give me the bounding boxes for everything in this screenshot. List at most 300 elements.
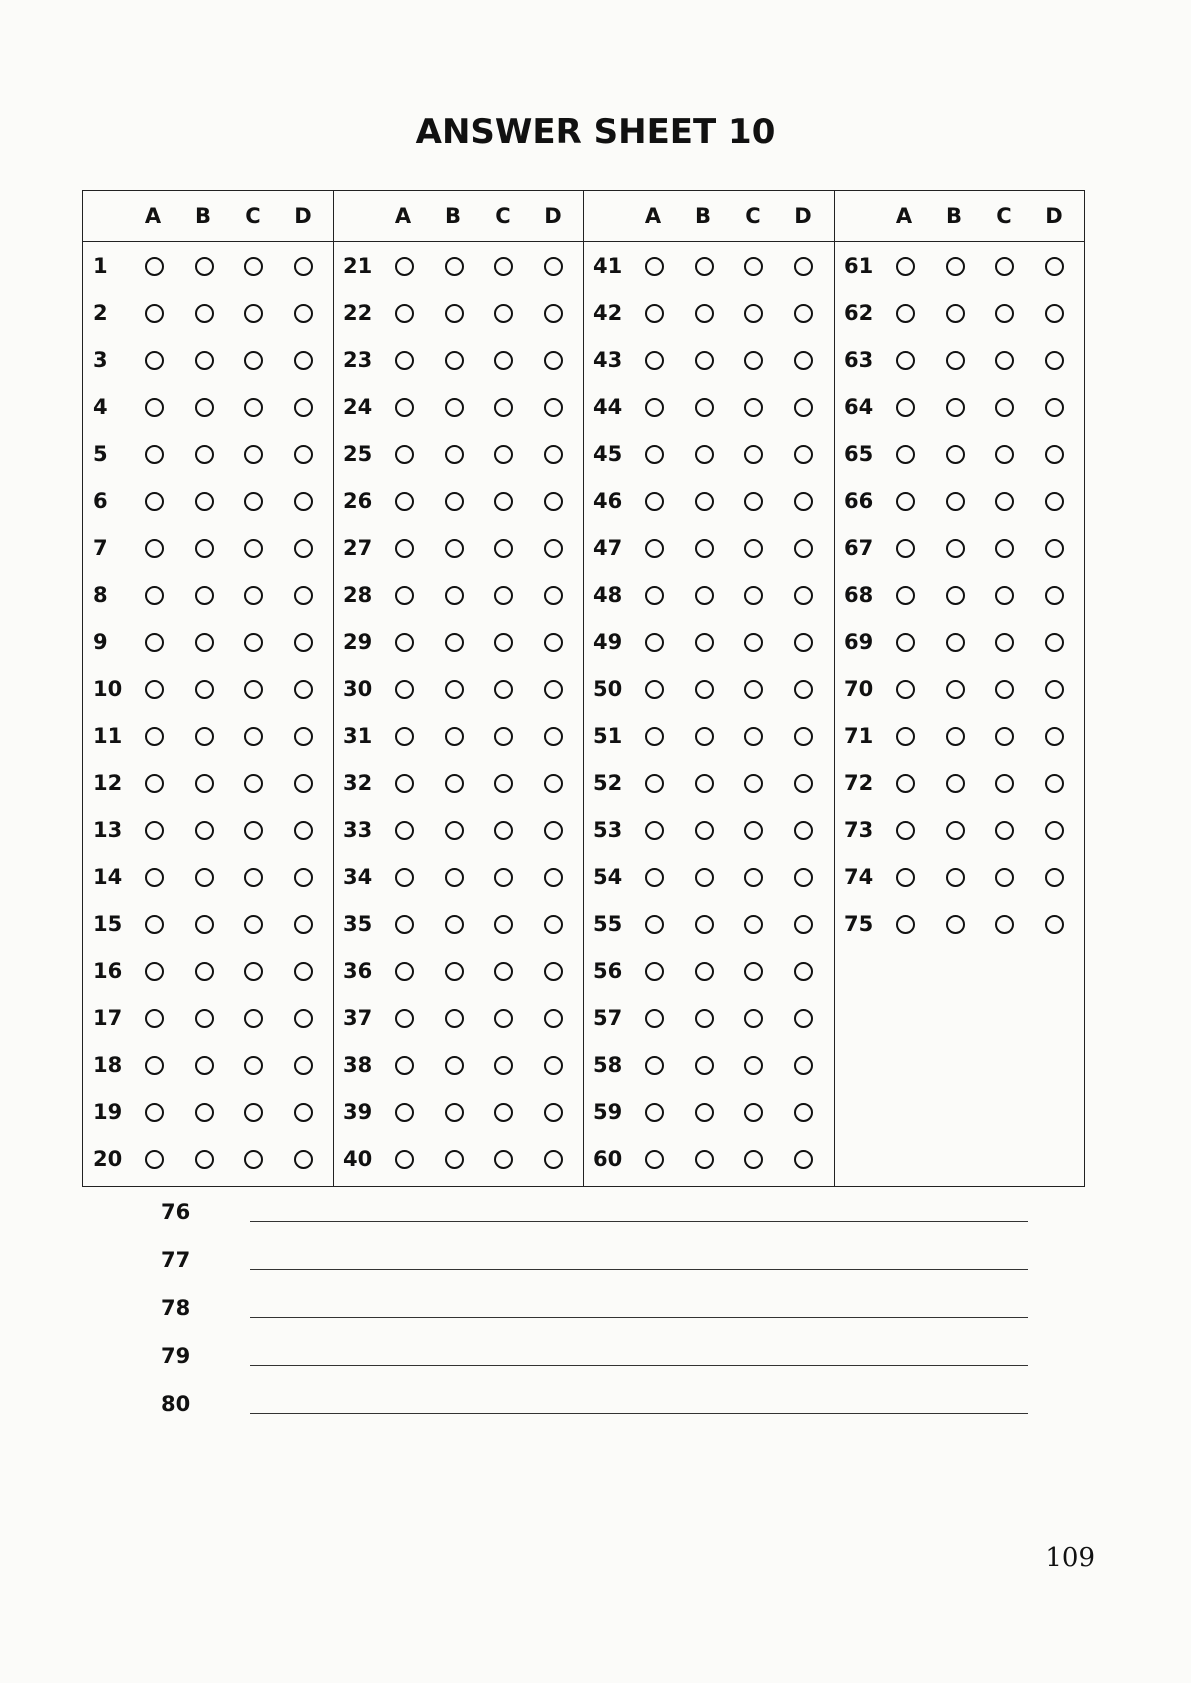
answer-bubble-b[interactable]: [946, 680, 965, 699]
answer-bubble-a[interactable]: [645, 492, 664, 511]
answer-bubble-c[interactable]: [744, 774, 763, 793]
answer-bubble-c[interactable]: [744, 868, 763, 887]
answer-bubble-d[interactable]: [294, 633, 313, 652]
answer-bubble-b[interactable]: [195, 962, 214, 981]
answer-bubble-d[interactable]: [1045, 680, 1064, 699]
answer-bubble-d[interactable]: [1045, 398, 1064, 417]
answer-bubble-a[interactable]: [645, 680, 664, 699]
answer-bubble-c[interactable]: [244, 492, 263, 511]
answer-bubble-c[interactable]: [995, 915, 1014, 934]
answer-bubble-a[interactable]: [145, 1150, 164, 1169]
answer-bubble-d[interactable]: [794, 304, 813, 323]
answer-bubble-c[interactable]: [494, 398, 513, 417]
answer-bubble-d[interactable]: [294, 445, 313, 464]
answer-bubble-d[interactable]: [1045, 633, 1064, 652]
answer-bubble-b[interactable]: [195, 351, 214, 370]
answer-bubble-b[interactable]: [946, 774, 965, 793]
answer-bubble-a[interactable]: [395, 727, 414, 746]
answer-bubble-c[interactable]: [244, 445, 263, 464]
answer-bubble-a[interactable]: [645, 1150, 664, 1169]
answer-bubble-a[interactable]: [145, 821, 164, 840]
answer-bubble-c[interactable]: [744, 257, 763, 276]
answer-bubble-b[interactable]: [195, 445, 214, 464]
answer-bubble-a[interactable]: [896, 680, 915, 699]
answer-bubble-a[interactable]: [896, 539, 915, 558]
answer-bubble-a[interactable]: [145, 727, 164, 746]
answer-bubble-d[interactable]: [294, 1056, 313, 1075]
answer-bubble-d[interactable]: [1045, 586, 1064, 605]
answer-bubble-b[interactable]: [695, 821, 714, 840]
answer-bubble-a[interactable]: [645, 586, 664, 605]
answer-bubble-b[interactable]: [946, 492, 965, 511]
answer-bubble-c[interactable]: [494, 351, 513, 370]
answer-bubble-a[interactable]: [145, 680, 164, 699]
answer-bubble-d[interactable]: [1045, 539, 1064, 558]
answer-bubble-b[interactable]: [445, 915, 464, 934]
answer-bubble-c[interactable]: [244, 539, 263, 558]
answer-bubble-d[interactable]: [294, 492, 313, 511]
answer-bubble-c[interactable]: [494, 1056, 513, 1075]
answer-bubble-c[interactable]: [244, 915, 263, 934]
answer-bubble-b[interactable]: [946, 915, 965, 934]
answer-bubble-d[interactable]: [1045, 821, 1064, 840]
answer-bubble-a[interactable]: [896, 633, 915, 652]
answer-bubble-c[interactable]: [494, 774, 513, 793]
answer-bubble-a[interactable]: [896, 774, 915, 793]
answer-bubble-d[interactable]: [794, 774, 813, 793]
answer-bubble-b[interactable]: [946, 868, 965, 887]
answer-bubble-a[interactable]: [645, 445, 664, 464]
answer-bubble-d[interactable]: [794, 1103, 813, 1122]
answer-bubble-a[interactable]: [395, 962, 414, 981]
answer-bubble-a[interactable]: [896, 492, 915, 511]
answer-bubble-b[interactable]: [695, 1009, 714, 1028]
answer-bubble-d[interactable]: [544, 445, 563, 464]
answer-bubble-a[interactable]: [645, 633, 664, 652]
answer-bubble-d[interactable]: [544, 539, 563, 558]
answer-bubble-d[interactable]: [294, 1009, 313, 1028]
answer-bubble-c[interactable]: [744, 1103, 763, 1122]
answer-bubble-a[interactable]: [645, 868, 664, 887]
answer-bubble-c[interactable]: [744, 1150, 763, 1169]
answer-bubble-d[interactable]: [544, 962, 563, 981]
answer-bubble-d[interactable]: [794, 539, 813, 558]
answer-bubble-d[interactable]: [294, 1103, 313, 1122]
answer-bubble-c[interactable]: [244, 586, 263, 605]
answer-bubble-a[interactable]: [645, 727, 664, 746]
answer-bubble-b[interactable]: [445, 1103, 464, 1122]
answer-bubble-d[interactable]: [794, 821, 813, 840]
answer-bubble-b[interactable]: [195, 1056, 214, 1075]
answer-bubble-c[interactable]: [244, 351, 263, 370]
answer-bubble-a[interactable]: [395, 868, 414, 887]
answer-bubble-a[interactable]: [145, 304, 164, 323]
answer-bubble-b[interactable]: [946, 351, 965, 370]
answer-bubble-b[interactable]: [445, 586, 464, 605]
answer-bubble-b[interactable]: [445, 1056, 464, 1075]
answer-bubble-b[interactable]: [946, 445, 965, 464]
answer-bubble-a[interactable]: [395, 774, 414, 793]
answer-bubble-d[interactable]: [544, 304, 563, 323]
answer-bubble-b[interactable]: [445, 633, 464, 652]
answer-bubble-c[interactable]: [744, 304, 763, 323]
answer-bubble-a[interactable]: [395, 539, 414, 558]
answer-bubble-d[interactable]: [544, 633, 563, 652]
answer-bubble-a[interactable]: [645, 774, 664, 793]
answer-bubble-d[interactable]: [544, 727, 563, 746]
answer-bubble-b[interactable]: [195, 680, 214, 699]
answer-bubble-d[interactable]: [1045, 304, 1064, 323]
answer-bubble-b[interactable]: [195, 727, 214, 746]
answer-bubble-a[interactable]: [896, 821, 915, 840]
answer-bubble-b[interactable]: [946, 398, 965, 417]
answer-bubble-d[interactable]: [294, 398, 313, 417]
answer-bubble-c[interactable]: [244, 398, 263, 417]
answer-bubble-c[interactable]: [494, 1150, 513, 1169]
answer-bubble-d[interactable]: [544, 351, 563, 370]
answer-bubble-c[interactable]: [244, 257, 263, 276]
answer-bubble-c[interactable]: [744, 1009, 763, 1028]
answer-bubble-b[interactable]: [695, 445, 714, 464]
answer-bubble-c[interactable]: [744, 445, 763, 464]
answer-bubble-c[interactable]: [494, 1009, 513, 1028]
answer-bubble-c[interactable]: [244, 304, 263, 323]
answer-bubble-c[interactable]: [744, 727, 763, 746]
answer-bubble-c[interactable]: [494, 304, 513, 323]
answer-bubble-c[interactable]: [494, 492, 513, 511]
answer-bubble-d[interactable]: [544, 680, 563, 699]
answer-bubble-b[interactable]: [695, 1056, 714, 1075]
answer-bubble-d[interactable]: [794, 633, 813, 652]
answer-bubble-b[interactable]: [695, 633, 714, 652]
answer-bubble-b[interactable]: [695, 257, 714, 276]
answer-bubble-d[interactable]: [794, 398, 813, 417]
answer-bubble-b[interactable]: [946, 257, 965, 276]
answer-bubble-c[interactable]: [744, 398, 763, 417]
answer-bubble-c[interactable]: [494, 868, 513, 887]
answer-bubble-a[interactable]: [645, 821, 664, 840]
answer-bubble-a[interactable]: [395, 633, 414, 652]
answer-bubble-a[interactable]: [395, 1150, 414, 1169]
answer-bubble-d[interactable]: [544, 257, 563, 276]
answer-bubble-c[interactable]: [494, 539, 513, 558]
answer-bubble-b[interactable]: [445, 962, 464, 981]
answer-bubble-d[interactable]: [1045, 868, 1064, 887]
answer-bubble-d[interactable]: [794, 727, 813, 746]
answer-bubble-d[interactable]: [294, 680, 313, 699]
answer-line[interactable]: [250, 1317, 1028, 1318]
answer-bubble-b[interactable]: [695, 1103, 714, 1122]
answer-bubble-b[interactable]: [695, 492, 714, 511]
answer-bubble-b[interactable]: [195, 774, 214, 793]
answer-bubble-c[interactable]: [494, 257, 513, 276]
answer-bubble-b[interactable]: [445, 304, 464, 323]
answer-bubble-a[interactable]: [395, 1056, 414, 1075]
answer-bubble-b[interactable]: [946, 539, 965, 558]
answer-bubble-a[interactable]: [645, 398, 664, 417]
answer-bubble-a[interactable]: [395, 398, 414, 417]
answer-bubble-a[interactable]: [145, 1009, 164, 1028]
answer-bubble-c[interactable]: [494, 680, 513, 699]
answer-bubble-a[interactable]: [896, 304, 915, 323]
answer-bubble-a[interactable]: [896, 257, 915, 276]
answer-bubble-a[interactable]: [395, 821, 414, 840]
answer-bubble-c[interactable]: [995, 445, 1014, 464]
answer-bubble-a[interactable]: [395, 1009, 414, 1028]
answer-bubble-b[interactable]: [695, 915, 714, 934]
answer-bubble-b[interactable]: [445, 398, 464, 417]
answer-bubble-a[interactable]: [395, 445, 414, 464]
answer-bubble-d[interactable]: [794, 1009, 813, 1028]
answer-bubble-a[interactable]: [395, 586, 414, 605]
answer-bubble-a[interactable]: [645, 351, 664, 370]
answer-bubble-a[interactable]: [145, 351, 164, 370]
answer-bubble-b[interactable]: [695, 774, 714, 793]
answer-bubble-c[interactable]: [494, 962, 513, 981]
answer-bubble-d[interactable]: [544, 774, 563, 793]
answer-bubble-b[interactable]: [195, 539, 214, 558]
answer-bubble-b[interactable]: [695, 398, 714, 417]
answer-bubble-d[interactable]: [544, 586, 563, 605]
answer-bubble-a[interactable]: [645, 1009, 664, 1028]
answer-bubble-b[interactable]: [445, 868, 464, 887]
answer-bubble-b[interactable]: [445, 727, 464, 746]
answer-bubble-a[interactable]: [395, 1103, 414, 1122]
answer-bubble-c[interactable]: [995, 774, 1014, 793]
answer-bubble-b[interactable]: [445, 351, 464, 370]
answer-bubble-c[interactable]: [995, 492, 1014, 511]
answer-bubble-d[interactable]: [544, 1103, 563, 1122]
answer-bubble-b[interactable]: [195, 586, 214, 605]
answer-bubble-d[interactable]: [294, 774, 313, 793]
answer-bubble-c[interactable]: [995, 821, 1014, 840]
answer-bubble-b[interactable]: [445, 257, 464, 276]
answer-bubble-c[interactable]: [995, 680, 1014, 699]
answer-bubble-b[interactable]: [445, 445, 464, 464]
answer-bubble-b[interactable]: [195, 304, 214, 323]
answer-bubble-d[interactable]: [1045, 774, 1064, 793]
answer-bubble-a[interactable]: [145, 633, 164, 652]
answer-bubble-a[interactable]: [395, 492, 414, 511]
answer-bubble-a[interactable]: [645, 1103, 664, 1122]
answer-bubble-c[interactable]: [244, 868, 263, 887]
answer-bubble-d[interactable]: [294, 868, 313, 887]
answer-bubble-c[interactable]: [995, 539, 1014, 558]
answer-bubble-b[interactable]: [695, 868, 714, 887]
answer-bubble-c[interactable]: [494, 821, 513, 840]
answer-bubble-b[interactable]: [195, 1150, 214, 1169]
answer-bubble-d[interactable]: [294, 351, 313, 370]
answer-bubble-c[interactable]: [744, 539, 763, 558]
answer-bubble-b[interactable]: [695, 1150, 714, 1169]
answer-bubble-b[interactable]: [195, 821, 214, 840]
answer-bubble-d[interactable]: [294, 304, 313, 323]
answer-bubble-c[interactable]: [744, 962, 763, 981]
answer-line[interactable]: [250, 1365, 1028, 1366]
answer-bubble-c[interactable]: [744, 915, 763, 934]
answer-bubble-a[interactable]: [145, 398, 164, 417]
answer-bubble-b[interactable]: [445, 680, 464, 699]
answer-bubble-d[interactable]: [794, 868, 813, 887]
answer-line[interactable]: [250, 1413, 1028, 1414]
answer-bubble-a[interactable]: [896, 586, 915, 605]
answer-bubble-d[interactable]: [544, 821, 563, 840]
answer-bubble-c[interactable]: [244, 633, 263, 652]
answer-bubble-c[interactable]: [244, 1150, 263, 1169]
answer-bubble-a[interactable]: [145, 257, 164, 276]
answer-bubble-d[interactable]: [794, 915, 813, 934]
answer-bubble-a[interactable]: [645, 257, 664, 276]
answer-bubble-b[interactable]: [195, 257, 214, 276]
answer-bubble-c[interactable]: [744, 492, 763, 511]
answer-bubble-c[interactable]: [995, 586, 1014, 605]
answer-bubble-b[interactable]: [195, 868, 214, 887]
answer-bubble-a[interactable]: [896, 727, 915, 746]
answer-bubble-a[interactable]: [395, 915, 414, 934]
answer-bubble-a[interactable]: [896, 915, 915, 934]
answer-bubble-d[interactable]: [294, 257, 313, 276]
answer-bubble-d[interactable]: [294, 1150, 313, 1169]
answer-bubble-c[interactable]: [494, 1103, 513, 1122]
answer-bubble-d[interactable]: [294, 915, 313, 934]
answer-bubble-a[interactable]: [645, 1056, 664, 1075]
answer-bubble-c[interactable]: [995, 727, 1014, 746]
answer-bubble-a[interactable]: [145, 445, 164, 464]
answer-bubble-d[interactable]: [1045, 445, 1064, 464]
answer-bubble-d[interactable]: [544, 1009, 563, 1028]
answer-bubble-a[interactable]: [896, 868, 915, 887]
answer-bubble-a[interactable]: [896, 445, 915, 464]
answer-bubble-b[interactable]: [195, 398, 214, 417]
answer-bubble-a[interactable]: [395, 680, 414, 699]
answer-bubble-b[interactable]: [946, 586, 965, 605]
answer-bubble-a[interactable]: [145, 492, 164, 511]
answer-bubble-a[interactable]: [395, 304, 414, 323]
answer-bubble-c[interactable]: [744, 351, 763, 370]
answer-bubble-d[interactable]: [544, 868, 563, 887]
answer-bubble-d[interactable]: [794, 257, 813, 276]
answer-bubble-d[interactable]: [1045, 492, 1064, 511]
answer-bubble-c[interactable]: [244, 962, 263, 981]
answer-bubble-c[interactable]: [244, 727, 263, 746]
answer-bubble-d[interactable]: [1045, 351, 1064, 370]
answer-bubble-b[interactable]: [195, 1103, 214, 1122]
answer-bubble-b[interactable]: [445, 821, 464, 840]
answer-bubble-c[interactable]: [494, 586, 513, 605]
answer-bubble-c[interactable]: [995, 257, 1014, 276]
answer-bubble-b[interactable]: [695, 680, 714, 699]
answer-bubble-d[interactable]: [294, 539, 313, 558]
answer-bubble-b[interactable]: [445, 1009, 464, 1028]
answer-bubble-a[interactable]: [896, 398, 915, 417]
answer-bubble-d[interactable]: [794, 586, 813, 605]
answer-bubble-d[interactable]: [1045, 915, 1064, 934]
answer-bubble-a[interactable]: [145, 962, 164, 981]
answer-bubble-d[interactable]: [794, 492, 813, 511]
answer-bubble-d[interactable]: [1045, 257, 1064, 276]
answer-bubble-d[interactable]: [294, 727, 313, 746]
answer-bubble-c[interactable]: [244, 1056, 263, 1075]
answer-bubble-b[interactable]: [946, 304, 965, 323]
answer-bubble-c[interactable]: [995, 351, 1014, 370]
answer-bubble-c[interactable]: [244, 1009, 263, 1028]
answer-bubble-d[interactable]: [294, 821, 313, 840]
answer-bubble-d[interactable]: [544, 1150, 563, 1169]
answer-bubble-d[interactable]: [544, 398, 563, 417]
answer-bubble-b[interactable]: [695, 351, 714, 370]
answer-bubble-c[interactable]: [244, 680, 263, 699]
answer-bubble-b[interactable]: [695, 586, 714, 605]
answer-bubble-a[interactable]: [145, 915, 164, 934]
answer-line[interactable]: [250, 1269, 1028, 1270]
answer-bubble-c[interactable]: [494, 915, 513, 934]
answer-bubble-c[interactable]: [244, 1103, 263, 1122]
answer-bubble-b[interactable]: [445, 1150, 464, 1169]
answer-bubble-a[interactable]: [645, 304, 664, 323]
answer-bubble-c[interactable]: [744, 633, 763, 652]
answer-bubble-d[interactable]: [294, 586, 313, 605]
answer-bubble-a[interactable]: [896, 351, 915, 370]
answer-bubble-c[interactable]: [494, 445, 513, 464]
answer-bubble-a[interactable]: [145, 868, 164, 887]
answer-bubble-c[interactable]: [744, 1056, 763, 1075]
answer-bubble-d[interactable]: [794, 445, 813, 464]
answer-bubble-b[interactable]: [445, 492, 464, 511]
answer-bubble-a[interactable]: [395, 351, 414, 370]
answer-bubble-c[interactable]: [244, 774, 263, 793]
answer-bubble-b[interactable]: [445, 774, 464, 793]
answer-bubble-d[interactable]: [544, 492, 563, 511]
answer-bubble-a[interactable]: [145, 774, 164, 793]
answer-bubble-b[interactable]: [195, 915, 214, 934]
answer-bubble-b[interactable]: [195, 633, 214, 652]
answer-bubble-c[interactable]: [995, 868, 1014, 887]
answer-bubble-b[interactable]: [946, 727, 965, 746]
answer-bubble-c[interactable]: [244, 821, 263, 840]
answer-bubble-a[interactable]: [145, 586, 164, 605]
answer-bubble-d[interactable]: [544, 915, 563, 934]
answer-bubble-c[interactable]: [494, 727, 513, 746]
answer-bubble-a[interactable]: [645, 915, 664, 934]
answer-bubble-d[interactable]: [794, 1056, 813, 1075]
answer-bubble-c[interactable]: [744, 680, 763, 699]
answer-bubble-b[interactable]: [946, 821, 965, 840]
answer-bubble-b[interactable]: [195, 1009, 214, 1028]
answer-bubble-a[interactable]: [645, 539, 664, 558]
answer-line[interactable]: [250, 1221, 1028, 1222]
answer-bubble-d[interactable]: [794, 1150, 813, 1169]
answer-bubble-c[interactable]: [995, 304, 1014, 323]
answer-bubble-c[interactable]: [744, 586, 763, 605]
answer-bubble-d[interactable]: [794, 351, 813, 370]
answer-bubble-d[interactable]: [794, 962, 813, 981]
answer-bubble-c[interactable]: [995, 398, 1014, 417]
answer-bubble-c[interactable]: [494, 633, 513, 652]
answer-bubble-a[interactable]: [145, 539, 164, 558]
answer-bubble-b[interactable]: [695, 539, 714, 558]
answer-bubble-d[interactable]: [1045, 727, 1064, 746]
answer-bubble-a[interactable]: [645, 962, 664, 981]
answer-bubble-b[interactable]: [195, 492, 214, 511]
answer-bubble-c[interactable]: [744, 821, 763, 840]
answer-bubble-b[interactable]: [695, 962, 714, 981]
answer-bubble-a[interactable]: [395, 257, 414, 276]
answer-bubble-d[interactable]: [294, 962, 313, 981]
answer-bubble-b[interactable]: [445, 539, 464, 558]
answer-bubble-d[interactable]: [544, 1056, 563, 1075]
answer-bubble-b[interactable]: [695, 727, 714, 746]
answer-bubble-c[interactable]: [995, 633, 1014, 652]
